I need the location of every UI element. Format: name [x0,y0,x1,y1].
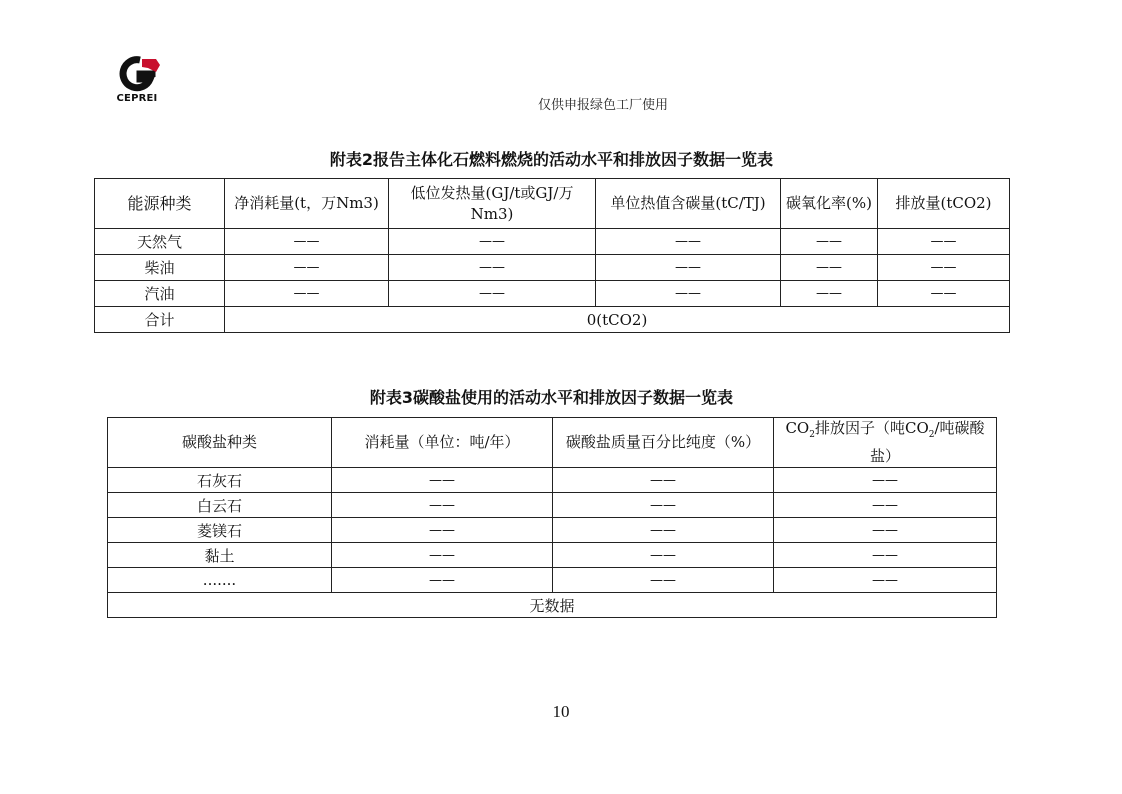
table2-caption: 附表3碳酸盐使用的活动水平和排放因子数据一览表 [369,388,734,407]
factor-text-tail: /吨碳酸盐） [869,419,985,465]
co2-text: CO [785,419,810,437]
table-cell: —— [596,255,781,281]
table-cell: —— [781,281,878,307]
fuel-name: 汽油 [95,281,225,307]
table-row [108,543,997,568]
header-note: 仅供申报绿色工厂使用 [538,98,669,113]
header-purity: 碳酸盐质量百分比纯度（%） [553,418,774,468]
table-cell: —— [878,255,1010,281]
ceprei-logo [112,55,162,111]
table-cell: —— [878,229,1010,255]
fuel-name: 天然气 [95,229,225,255]
table-cell: —— [332,568,553,593]
table-row [108,518,997,543]
table-row [95,281,1010,307]
page-number: 10 [552,702,570,721]
table-row [108,493,997,518]
table-cell: —— [389,281,596,307]
fossil-fuel-table [94,178,1010,333]
carbonate-name: 白云石 [108,493,332,518]
table-cell: —— [878,281,1010,307]
subscript-2: 2 [928,430,935,440]
table-cell: —— [596,229,781,255]
table-cell: —— [781,255,878,281]
table-cell: —— [553,568,774,593]
table-cell: —— [774,493,997,518]
total-row [95,307,1010,333]
header-carbonate-type: 碳酸盐种类 [108,418,332,468]
table1-caption: 附表2报告主体化石燃料燃烧的活动水平和排放因子数据一览表 [329,150,774,169]
table-cell: —— [553,543,774,568]
fuel-name: 柴油 [95,255,225,281]
table-cell: —— [553,468,774,493]
total-value: 0(tCO2) [225,307,1010,333]
table-cell: —— [774,468,997,493]
footer-row [108,593,997,618]
table-cell: —— [332,493,553,518]
carbonate-name: 菱镁石 [108,518,332,543]
table-cell: —— [781,229,878,255]
factor-text: 排放因子（吨CO [814,419,929,437]
subscript-2: 2 [809,430,815,440]
carbonate-name: ....... [108,568,332,593]
table-cell: —— [332,518,553,543]
table-row [108,468,997,493]
carbonate-table [107,417,997,618]
table-cell: —— [596,281,781,307]
table-row [95,229,1010,255]
table-cell: —— [332,543,553,568]
table-cell: —— [774,543,997,568]
header-net-consumption: 净消耗量(t，万Nm3) [225,179,389,229]
header-emission-factor [774,418,997,468]
header-calorific-value: 低位发热量(GJ/t或GJ/万Nm3) [389,179,596,229]
header-energy-type: 能源种类 [95,179,225,229]
table-header-row [95,179,1010,229]
logo-text: CEPREI [116,93,158,104]
no-data-note: 无数据 [108,593,997,618]
table-cell: —— [774,568,997,593]
table-cell: —— [389,229,596,255]
table-row [108,568,997,593]
table-cell: —— [225,255,389,281]
total-label: 合计 [95,307,225,333]
table-cell: —— [553,493,774,518]
table-cell: —— [774,518,997,543]
header-consumption: 消耗量（单位：吨/年） [332,418,553,468]
carbonate-name: 黏土 [108,543,332,568]
header-emissions: 排放量(tCO2) [878,179,1010,229]
table-cell: —— [389,255,596,281]
ceprei-logo-mark [112,55,162,93]
header-oxidation-rate: 碳氧化率(%) [781,179,878,229]
table-cell: —— [553,518,774,543]
header-carbon-content: 单位热值含碳量(tC/TJ) [596,179,781,229]
table-row [95,255,1010,281]
table-cell: —— [225,281,389,307]
table-cell: —— [225,229,389,255]
table-header-row [108,418,997,468]
carbonate-name: 石灰石 [108,468,332,493]
table-cell: —— [332,468,553,493]
